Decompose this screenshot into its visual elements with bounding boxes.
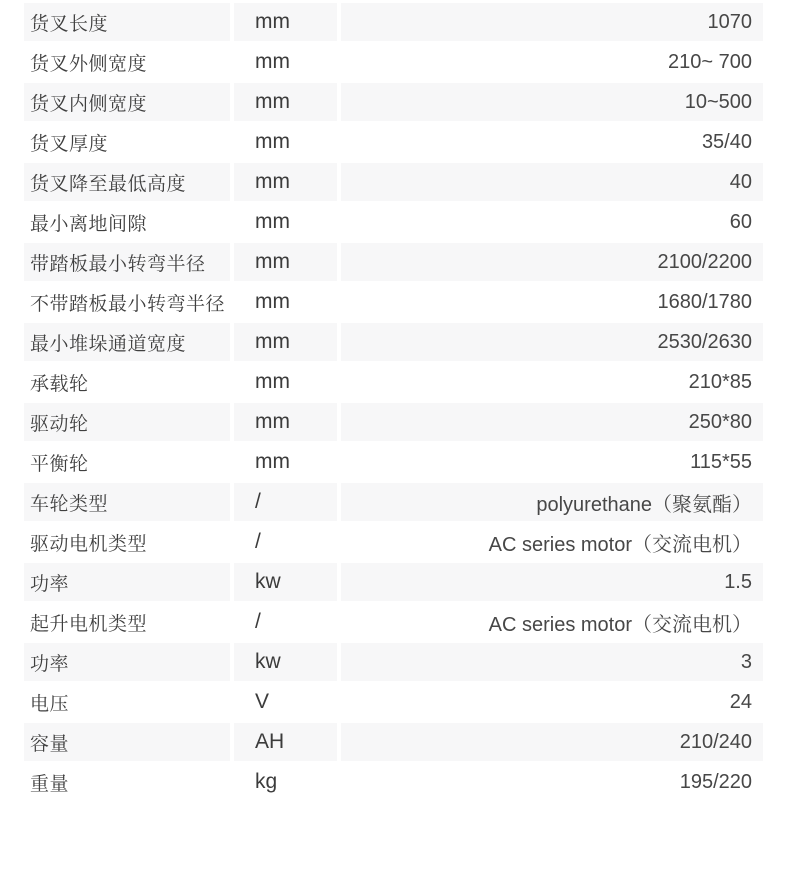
spec-value: 10~500	[341, 82, 763, 122]
spec-value: 2100/2200	[341, 242, 763, 282]
spec-unit: mm	[234, 82, 337, 122]
spec-label: 承载轮	[30, 373, 89, 395]
spec-value: 1.5	[341, 562, 763, 602]
table-row	[24, 642, 763, 682]
spec-unit: kg	[255, 770, 278, 793]
spec-unit: /	[255, 610, 261, 633]
spec-value: 1070	[341, 2, 763, 42]
table-row	[24, 282, 763, 322]
spec-label: 货叉降至最低高度	[24, 162, 230, 202]
table-row	[24, 122, 763, 162]
spec-label: 货叉厚度	[30, 133, 109, 155]
spec-unit: mm	[234, 162, 337, 202]
table-row	[24, 562, 763, 602]
spec-unit: mm	[255, 210, 290, 233]
table-row	[24, 42, 763, 82]
table-row	[24, 682, 763, 722]
spec-value: 210/240	[341, 722, 763, 762]
table-row	[24, 402, 763, 442]
spec-label: 货叉长度	[24, 2, 230, 42]
spec-value: 2530/2630	[341, 322, 763, 362]
spec-label: 功率	[24, 562, 230, 602]
spec-unit: mm	[255, 370, 290, 393]
table-row	[24, 362, 763, 402]
spec-value: 3	[341, 642, 763, 682]
spec-label: 功率	[24, 642, 230, 682]
spec-unit: mm	[255, 450, 290, 473]
spec-unit: mm	[255, 50, 290, 73]
table-row	[24, 522, 763, 562]
table-row	[24, 482, 763, 522]
spec-unit: mm	[234, 2, 337, 42]
table-row	[24, 442, 763, 482]
spec-label: 电压	[30, 693, 70, 715]
spec-unit: V	[255, 690, 270, 713]
spec-value: 24	[729, 690, 752, 713]
spec-unit: mm	[234, 242, 337, 282]
table-row	[24, 242, 763, 282]
spec-value: 1680/1780	[657, 290, 752, 313]
spec-value: polyurethane（聚氨酯）	[341, 482, 763, 522]
spec-table	[24, 0, 763, 802]
spec-label: 重量	[30, 773, 70, 795]
spec-value: 40	[341, 162, 763, 202]
spec-unit: mm	[255, 290, 290, 313]
table-row	[24, 82, 763, 122]
spec-label: 容量	[24, 722, 230, 762]
spec-value: 115*55	[690, 450, 752, 473]
spec-value: 210*85	[688, 370, 752, 393]
spec-unit: /	[255, 530, 261, 553]
table-row	[24, 322, 763, 362]
spec-value: AC series motor（交流电机）	[488, 533, 752, 556]
spec-label: 不带踏板最小转弯半径	[30, 293, 226, 315]
spec-label: 平衡轮	[30, 453, 89, 475]
table-row	[24, 762, 763, 802]
spec-label: 驱动电机类型	[30, 533, 148, 555]
spec-unit: mm	[234, 402, 337, 442]
spec-label: 最小离地间隙	[30, 213, 148, 235]
table-row	[24, 2, 763, 42]
spec-label: 带踏板最小转弯半径	[24, 242, 230, 282]
spec-label: 最小堆垛通道宽度	[24, 322, 230, 362]
spec-value: 35/40	[701, 130, 752, 153]
spec-unit: kw	[234, 642, 337, 682]
spec-label: 起升电机类型	[30, 613, 148, 635]
table-row	[24, 602, 763, 642]
spec-label: 驱动轮	[24, 402, 230, 442]
table-row	[24, 202, 763, 242]
spec-unit: AH	[234, 722, 337, 762]
spec-label: 货叉内侧宽度	[24, 82, 230, 122]
spec-label: 车轮类型	[24, 482, 230, 522]
table-row	[24, 162, 763, 202]
spec-unit: kw	[234, 562, 337, 602]
spec-value: 195/220	[679, 770, 752, 793]
spec-label: 货叉外侧宽度	[30, 53, 148, 75]
spec-unit: mm	[234, 322, 337, 362]
spec-value: 250*80	[341, 402, 763, 442]
spec-value: 210~ 700	[668, 50, 752, 73]
spec-value: 60	[729, 210, 752, 233]
spec-unit: mm	[255, 130, 290, 153]
table-row	[24, 722, 763, 762]
spec-value: AC series motor（交流电机）	[488, 613, 752, 636]
spec-unit: /	[234, 482, 337, 522]
